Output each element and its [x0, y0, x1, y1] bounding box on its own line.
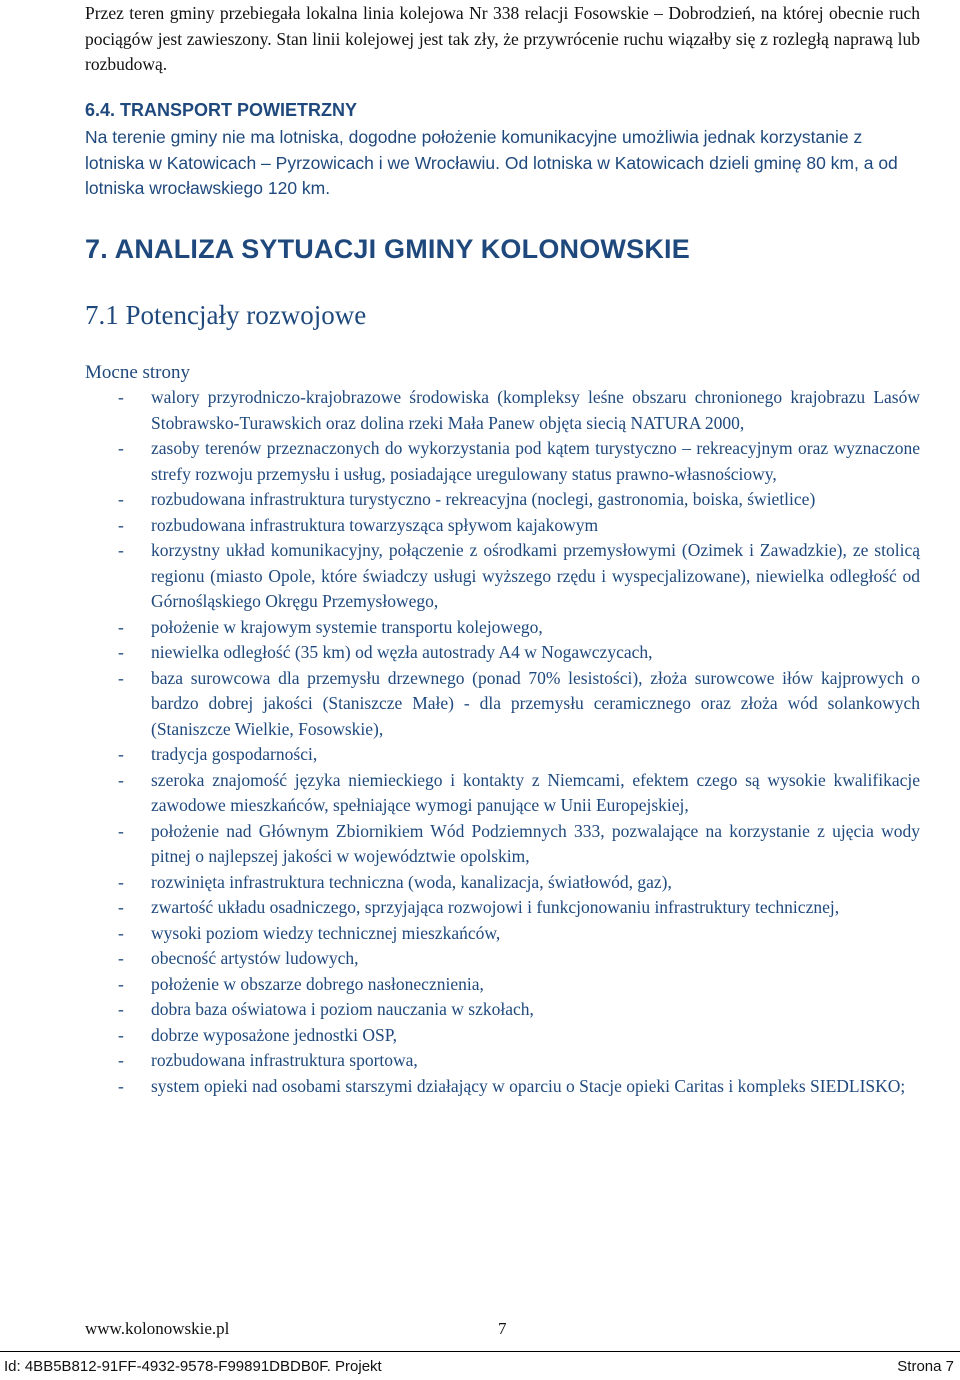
list-item-text: dobra baza oświatowa i poziom nauczania w szkołach, [151, 999, 534, 1019]
list-item [85, 487, 920, 513]
list-item [85, 946, 920, 972]
list-item-text: zasoby terenów przeznaczonych do wykorzystania pod kątem turystyczno – rekreacyjnym oraz wyznaczone strefy rozwoju przemysłu i usług, posiadające uregulowany status prawno-własnościowy, [151, 438, 920, 484]
list-bullet: - [118, 871, 124, 892]
list-bullet: - [118, 1075, 124, 1096]
list-bullet: - [118, 922, 124, 943]
list-item-text: położenie w obszarze dobrego nasłonecznienia, [151, 973, 484, 994]
list-bullet: - [118, 642, 124, 662]
document-id: Id: 4BB5B812-91FF-4932-9578-F99891DBDB0F. Projekt [4, 1358, 382, 1375]
section-6-4-heading: 6.4. TRANSPORT POWIETRZNY [85, 100, 358, 120]
list-item-text: wysoki poziom wiedzy technicznej mieszkańców, [151, 922, 501, 943]
list-bullet: - [118, 489, 124, 509]
list-item-text: rozwinięta infrastruktura techniczna (woda, kanalizacja, światłowód, gaz), [151, 871, 672, 892]
list-bullet: - [118, 948, 124, 968]
list-item [85, 921, 920, 947]
list-bullet: - [118, 667, 124, 688]
list-item-text: rozbudowana infrastruktura sportowa, [151, 1050, 418, 1070]
list-item-text: dobrze wyposażone jednostki OSP, [151, 1024, 397, 1045]
list-bullet: - [118, 744, 124, 764]
page-indicator: Strona 7 [897, 1358, 954, 1375]
list-item [85, 513, 920, 539]
footer-page-number: 7 [498, 1319, 507, 1338]
list-bullet: - [118, 999, 124, 1019]
list-bullet: - [118, 769, 124, 790]
list-item [85, 615, 920, 641]
list-bullet: - [118, 1050, 124, 1070]
list-bullet: - [118, 616, 124, 637]
list-item [85, 1023, 920, 1049]
list-item [85, 997, 920, 1023]
list-bullet: - [118, 514, 124, 535]
list-item [85, 819, 920, 870]
list-item-text: system opieki nad osobami starszymi działający w oparciu o Stacje opieki Caritas i kompleks SIEDLISKO; [151, 1075, 906, 1096]
footer-url: www.kolonowskie.pl [85, 1319, 230, 1338]
list-item [85, 972, 920, 998]
list-item-text: walory przyrodniczo-krajobrazowe środowiska (kompleksy leśne obszaru chronionego krajobrazu Lasów Stobrawsko-Turawskich oraz dolina rzeki Mała Panew objęta siecią NATURA 2000, [151, 387, 920, 433]
list-item-text: baza surowcowa dla przemysłu drzewnego (ponad 70% lesistości), złoża surowcowe iłów kajprowych o bardzo dobrej jakości (Staniszcze Małe) - dla przemysłu ceramicznego oraz złoża wód solankowych (Staniszcze Wielkie, Fosowskie), [151, 667, 920, 739]
list-item-text: obecność artystów ludowych, [151, 948, 359, 968]
list-item [85, 1074, 920, 1100]
list-bullet: - [118, 897, 124, 917]
list-item [85, 538, 920, 615]
list-item-text: niewielka odległość (35 km) od węzła autostrady A4 w Nogawczycach, [151, 642, 653, 662]
list-item [85, 385, 920, 436]
list-bullet: - [118, 438, 124, 458]
list-bullet: - [118, 1024, 124, 1045]
list-item-text: szeroka znajomość języka niemieckiego i kontakty z Niemcami, efektem czego są wysokie kwalifikacje zawodowe mieszkańców, spełniające wymogi panujące w Unii Europejskiej, [151, 769, 920, 815]
list-bullet: - [118, 820, 124, 841]
list-item-text: rozbudowana infrastruktura towarzysząca spływom kajakowym [151, 514, 599, 535]
section-6-4-body: Na terenie gminy nie ma lotniska, dogodne położenie komunikacyjne umożliwia jednak korzystanie z lotniska w Katowicach – Pyrzowicach i we Wrocławiu. Od lotniska w Katowicach dzieli gminę 80 km, a od lotniska wrocławskiego 120 km. [85, 127, 898, 198]
list-item [85, 666, 920, 743]
list-item [85, 895, 920, 921]
strengths-list [85, 385, 920, 1099]
list-item-text: położenie w krajowym systemie transportu kolejowego, [151, 616, 543, 637]
list-item-text: rozbudowana infrastruktura turystyczno - rekreacyjna (noclegi, gastronomia, boiska, świetlice) [151, 489, 816, 509]
intro-paragraph: Przez teren gminy przebiegała lokalna linia kolejowa Nr 338 relacji Fosowskie – Dobrodzień, na której obecnie ruch pociągów jest zawieszony. Stan linii kolejowej jest tak zły, że przywrócenie ruchu wiązałby się z rozległą naprawą lub rozbudową. [85, 3, 920, 74]
strengths-subheading: Mocne strony [85, 362, 191, 383]
list-bullet: - [118, 387, 124, 407]
list-item [85, 1048, 920, 1074]
list-item [85, 870, 920, 896]
list-item-text: zwartość układu osadniczego, sprzyjająca rozwojowi i funkcjonowaniu infrastruktury technicznej, [151, 897, 840, 917]
list-item [85, 768, 920, 819]
list-bullet: - [118, 540, 124, 560]
list-item [85, 436, 920, 487]
list-item [85, 742, 920, 768]
list-item [85, 640, 920, 666]
list-item-text: położenie nad Głównym Zbiornikiem Wód Podziemnych 333, pozwalające na korzystanie z ujęcia wody pitnej o najlepszej jakości w województwie opolskim, [151, 820, 920, 866]
section-7-heading: 7. ANALIZA SYTUACJI GMINY KOLONOWSKIE [85, 234, 690, 264]
list-item-text: korzystny układ komunikacyjny, połączenie z ośrodkami przemysłowymi (Ozimek i Zawadzkie), ze stolicą regionu (miasto Opole, które świadczy usługi wyższego rzędu i wyspecjalizowane), niewielka odległość od Górnośląskiego Okręgu Przemysłowego, [151, 540, 920, 611]
list-bullet: - [118, 973, 124, 994]
section-7-1-heading: 7.1 Potencjały rozwojowe [85, 300, 367, 330]
list-item-text: tradycja gospodarności, [151, 744, 318, 764]
footer-divider [0, 1351, 960, 1352]
